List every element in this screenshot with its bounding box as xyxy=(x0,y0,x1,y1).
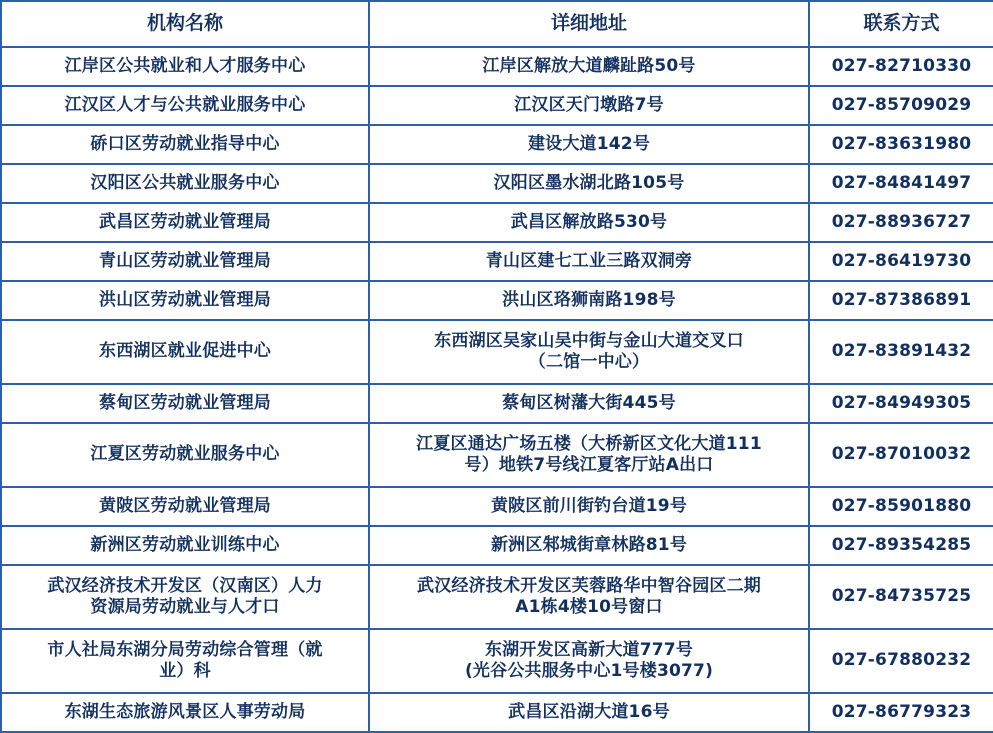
column-header-phone: 联系方式 xyxy=(809,1,993,47)
table-row xyxy=(1,164,993,203)
table-row xyxy=(1,125,993,164)
cell-address: 江岸区解放大道麟趾路50号 xyxy=(369,47,809,86)
cell-phone: 027-85709029 xyxy=(809,86,993,125)
cell-agency-name xyxy=(1,629,369,693)
cell-address: 江汉区天门墩路7号 xyxy=(369,86,809,125)
address-line-2: A1栋4楼10号窗口 xyxy=(515,597,663,617)
cell-agency-name: 黄陂区劳动就业管理局 xyxy=(1,487,369,526)
cell-phone: 027-86779323 xyxy=(809,693,993,732)
table-row xyxy=(1,693,993,732)
cell-phone: 027-84841497 xyxy=(809,164,993,203)
cell-agency-name: 江汉区人才与公共就业服务中心 xyxy=(1,86,369,125)
agency-name-line-2: 资源局劳动就业与人才口 xyxy=(90,597,280,617)
cell-address xyxy=(369,320,809,384)
cell-phone: 027-83891432 xyxy=(809,320,993,384)
cell-agency-name: 蔡甸区劳动就业管理局 xyxy=(1,384,369,423)
table-body xyxy=(1,47,993,732)
cell-address: 黄陂区前川街钓台道19号 xyxy=(369,487,809,526)
table-row xyxy=(1,281,993,320)
cell-phone: 027-84949305 xyxy=(809,384,993,423)
cell-address: 武昌区解放路530号 xyxy=(369,203,809,242)
cell-agency-name: 汉阳区公共就业服务中心 xyxy=(1,164,369,203)
table-row xyxy=(1,565,993,629)
cell-agency-name: 东西湖区就业促进中心 xyxy=(1,320,369,384)
cell-phone: 027-84735725 xyxy=(809,565,993,629)
cell-phone: 027-88936727 xyxy=(809,203,993,242)
cell-address: 蔡甸区树藩大街445号 xyxy=(369,384,809,423)
table-row xyxy=(1,629,993,693)
address-line-2: （二馆一中心） xyxy=(528,352,650,372)
cell-agency-name xyxy=(1,565,369,629)
agency-name-line-1: 市人社局东湖分局劳动综合管理（就 xyxy=(47,639,323,660)
table-header xyxy=(1,1,993,47)
table-row xyxy=(1,47,993,86)
cell-address: 武昌区沿湖大道16号 xyxy=(369,693,809,732)
address-line-1: 江夏区通达广场五楼（大桥新区文化大道111 xyxy=(416,433,762,454)
cell-phone: 027-87386891 xyxy=(809,281,993,320)
table-row xyxy=(1,242,993,281)
cell-address: 建设大道142号 xyxy=(369,125,809,164)
cell-phone: 027-87010032 xyxy=(809,423,993,487)
cell-phone: 027-86419730 xyxy=(809,242,993,281)
cell-agency-name: 洪山区劳动就业管理局 xyxy=(1,281,369,320)
cell-address xyxy=(369,565,809,629)
address-line-2: (光谷公共服务中心1号楼3077) xyxy=(464,661,714,681)
table-row xyxy=(1,487,993,526)
table-row xyxy=(1,384,993,423)
cell-address xyxy=(369,423,809,487)
cell-agency-name: 硚口区劳动就业指导中心 xyxy=(1,125,369,164)
cell-phone: 027-83631980 xyxy=(809,125,993,164)
cell-agency-name: 江岸区公共就业和人才服务中心 xyxy=(1,47,369,86)
cell-agency-name: 东湖生态旅游风景区人事劳动局 xyxy=(1,693,369,732)
cell-agency-name: 武昌区劳动就业管理局 xyxy=(1,203,369,242)
agency-name-line-1: 武汉经济技术开发区（汉南区）人力 xyxy=(47,575,323,596)
cell-address: 汉阳区墨水湖北路105号 xyxy=(369,164,809,203)
cell-agency-name: 江夏区劳动就业服务中心 xyxy=(1,423,369,487)
table-row xyxy=(1,526,993,565)
agency-name-line-2: 业）科 xyxy=(159,661,211,681)
table-row xyxy=(1,203,993,242)
cell-address: 青山区建七工业三路双洞旁 xyxy=(369,242,809,281)
table-row xyxy=(1,86,993,125)
cell-phone: 027-67880232 xyxy=(809,629,993,693)
cell-phone: 027-82710330 xyxy=(809,47,993,86)
cell-address: 洪山区珞狮南路198号 xyxy=(369,281,809,320)
table-row xyxy=(1,423,993,487)
table-header-row xyxy=(1,1,993,47)
cell-phone: 027-85901880 xyxy=(809,487,993,526)
cell-address xyxy=(369,629,809,693)
address-line-2: 号）地铁7号线江夏客厅站A出口 xyxy=(464,455,714,475)
cell-agency-name: 青山区劳动就业管理局 xyxy=(1,242,369,281)
cell-address: 新洲区邾城街章林路81号 xyxy=(369,526,809,565)
cell-agency-name: 新洲区劳动就业训练中心 xyxy=(1,526,369,565)
cell-phone: 027-89354285 xyxy=(809,526,993,565)
address-line-1: 东湖开发区高新大道777号 xyxy=(484,639,694,660)
column-header-address: 详细地址 xyxy=(369,1,809,47)
table-row xyxy=(1,320,993,384)
address-line-1: 武汉经济技术开发区芙蓉路华中智谷园区二期 xyxy=(417,575,761,596)
column-header-name: 机构名称 xyxy=(1,1,369,47)
address-line-1: 东西湖区吴家山吴中街与金山大道交叉口 xyxy=(434,330,744,351)
